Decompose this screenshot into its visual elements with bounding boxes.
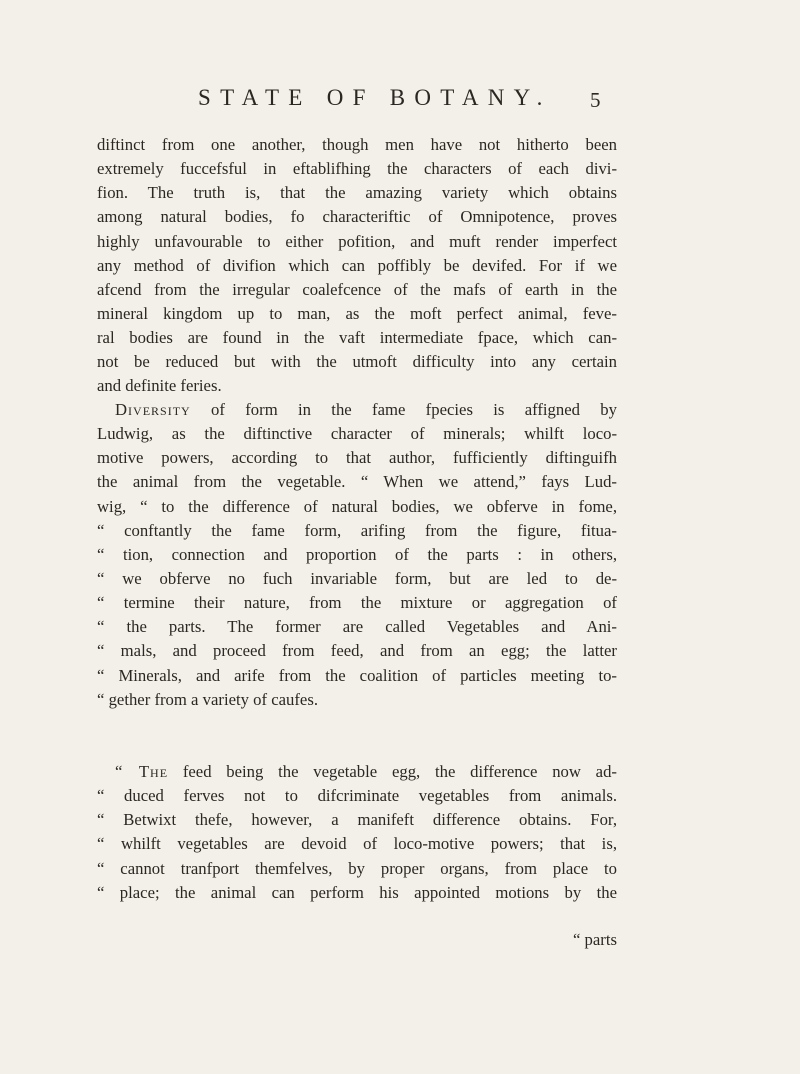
- paragraph-3: [97, 760, 617, 905]
- text-line: “ Betwixt thefe, however, a manifeft difference obtains. For,: [97, 810, 617, 830]
- paragraph-1: [97, 133, 617, 399]
- text-line: afcend from the irregular coalefcence of the mafs of earth in the: [97, 279, 617, 299]
- text-line: ral bodies are found in the vaft intermediate fpace, which can-: [97, 328, 617, 348]
- text-line: mineral kingdom up to man, as the moft perfect animal, feve-: [97, 303, 617, 323]
- text-line: “ the parts. The former are called Vegetables and Ani-: [97, 617, 617, 637]
- text-line: fion. The truth is, that the amazing variety which obtains: [97, 183, 617, 203]
- text-line: “ Minerals, and arife from the coalition of particles meeting to-: [97, 665, 617, 685]
- text-line: “ cannot tranfport themfelves, by proper organs, from place to: [97, 858, 617, 878]
- page-number: 5: [590, 88, 601, 112]
- text-line: “ we obferve no fuch invariable form, but are led to de-: [97, 568, 617, 588]
- text-line: “ termine their nature, from the mixture or aggregation of: [97, 593, 617, 613]
- text-line: “ gether from a variety of caufes.: [97, 689, 318, 709]
- text-line: among natural bodies, fo characteriftic of Omnipotence, proves: [97, 207, 617, 227]
- text-line: “ mals, and proceed from feed, and from an egg; the latter: [97, 641, 617, 661]
- running-head: [0, 85, 800, 119]
- catchword: “ parts: [572, 930, 617, 949]
- text-line: “ place; the animal can perform his appointed motions by the: [97, 882, 617, 902]
- text-line: “ duced ferves not to difcriminate vegetables from animals.: [97, 786, 617, 806]
- text-line: extremely fuccefsful in eftablifhing the charaсters of each divi-: [97, 159, 617, 179]
- running-title: STATE OF BOTANY.: [198, 85, 552, 110]
- text-line: not be reduced but with the utmoft difficulty into any certain: [97, 352, 617, 372]
- text-line: motive powers, according to that author, fufficiently diftinguifh: [97, 448, 617, 468]
- text-line: and definite feries.: [97, 376, 222, 396]
- lead-word: “ The: [115, 762, 169, 781]
- text-line: [97, 398, 617, 422]
- line-text: feed being the vegetable egg, the difference now ad-: [168, 762, 617, 781]
- text-line: “ tion, connection and proportion of the parts : in others,: [97, 544, 617, 564]
- text-line: “ whilft vegetables are devoid of loco-motive powers; that is,: [97, 834, 617, 854]
- text-line: the animal from the vegetable. “ When we attend,” fays Lud-: [97, 472, 617, 492]
- text-line: diftinct from one another, though men have not hitherto been: [97, 135, 617, 154]
- line-text: of form in the fame fpecies is affigned by: [190, 400, 617, 419]
- text-line: “ conftantly the fame form, arifing from the figure, fitua-: [97, 520, 617, 540]
- text-line: [97, 760, 617, 784]
- text-line: wig, “ to the difference of natural bodies, we obferve in fome,: [97, 496, 617, 516]
- paragraph-2: [97, 398, 617, 712]
- text-line: highly unfavourable to either pofition, and muft render imperfect: [97, 231, 617, 251]
- text-line: Ludwig, as the diftinctive character of minerals; whilft loco-: [97, 424, 617, 444]
- lead-word: Diversity: [115, 400, 191, 419]
- text-line: any method of divifion which can poffibly be devifed. For if we: [97, 255, 617, 275]
